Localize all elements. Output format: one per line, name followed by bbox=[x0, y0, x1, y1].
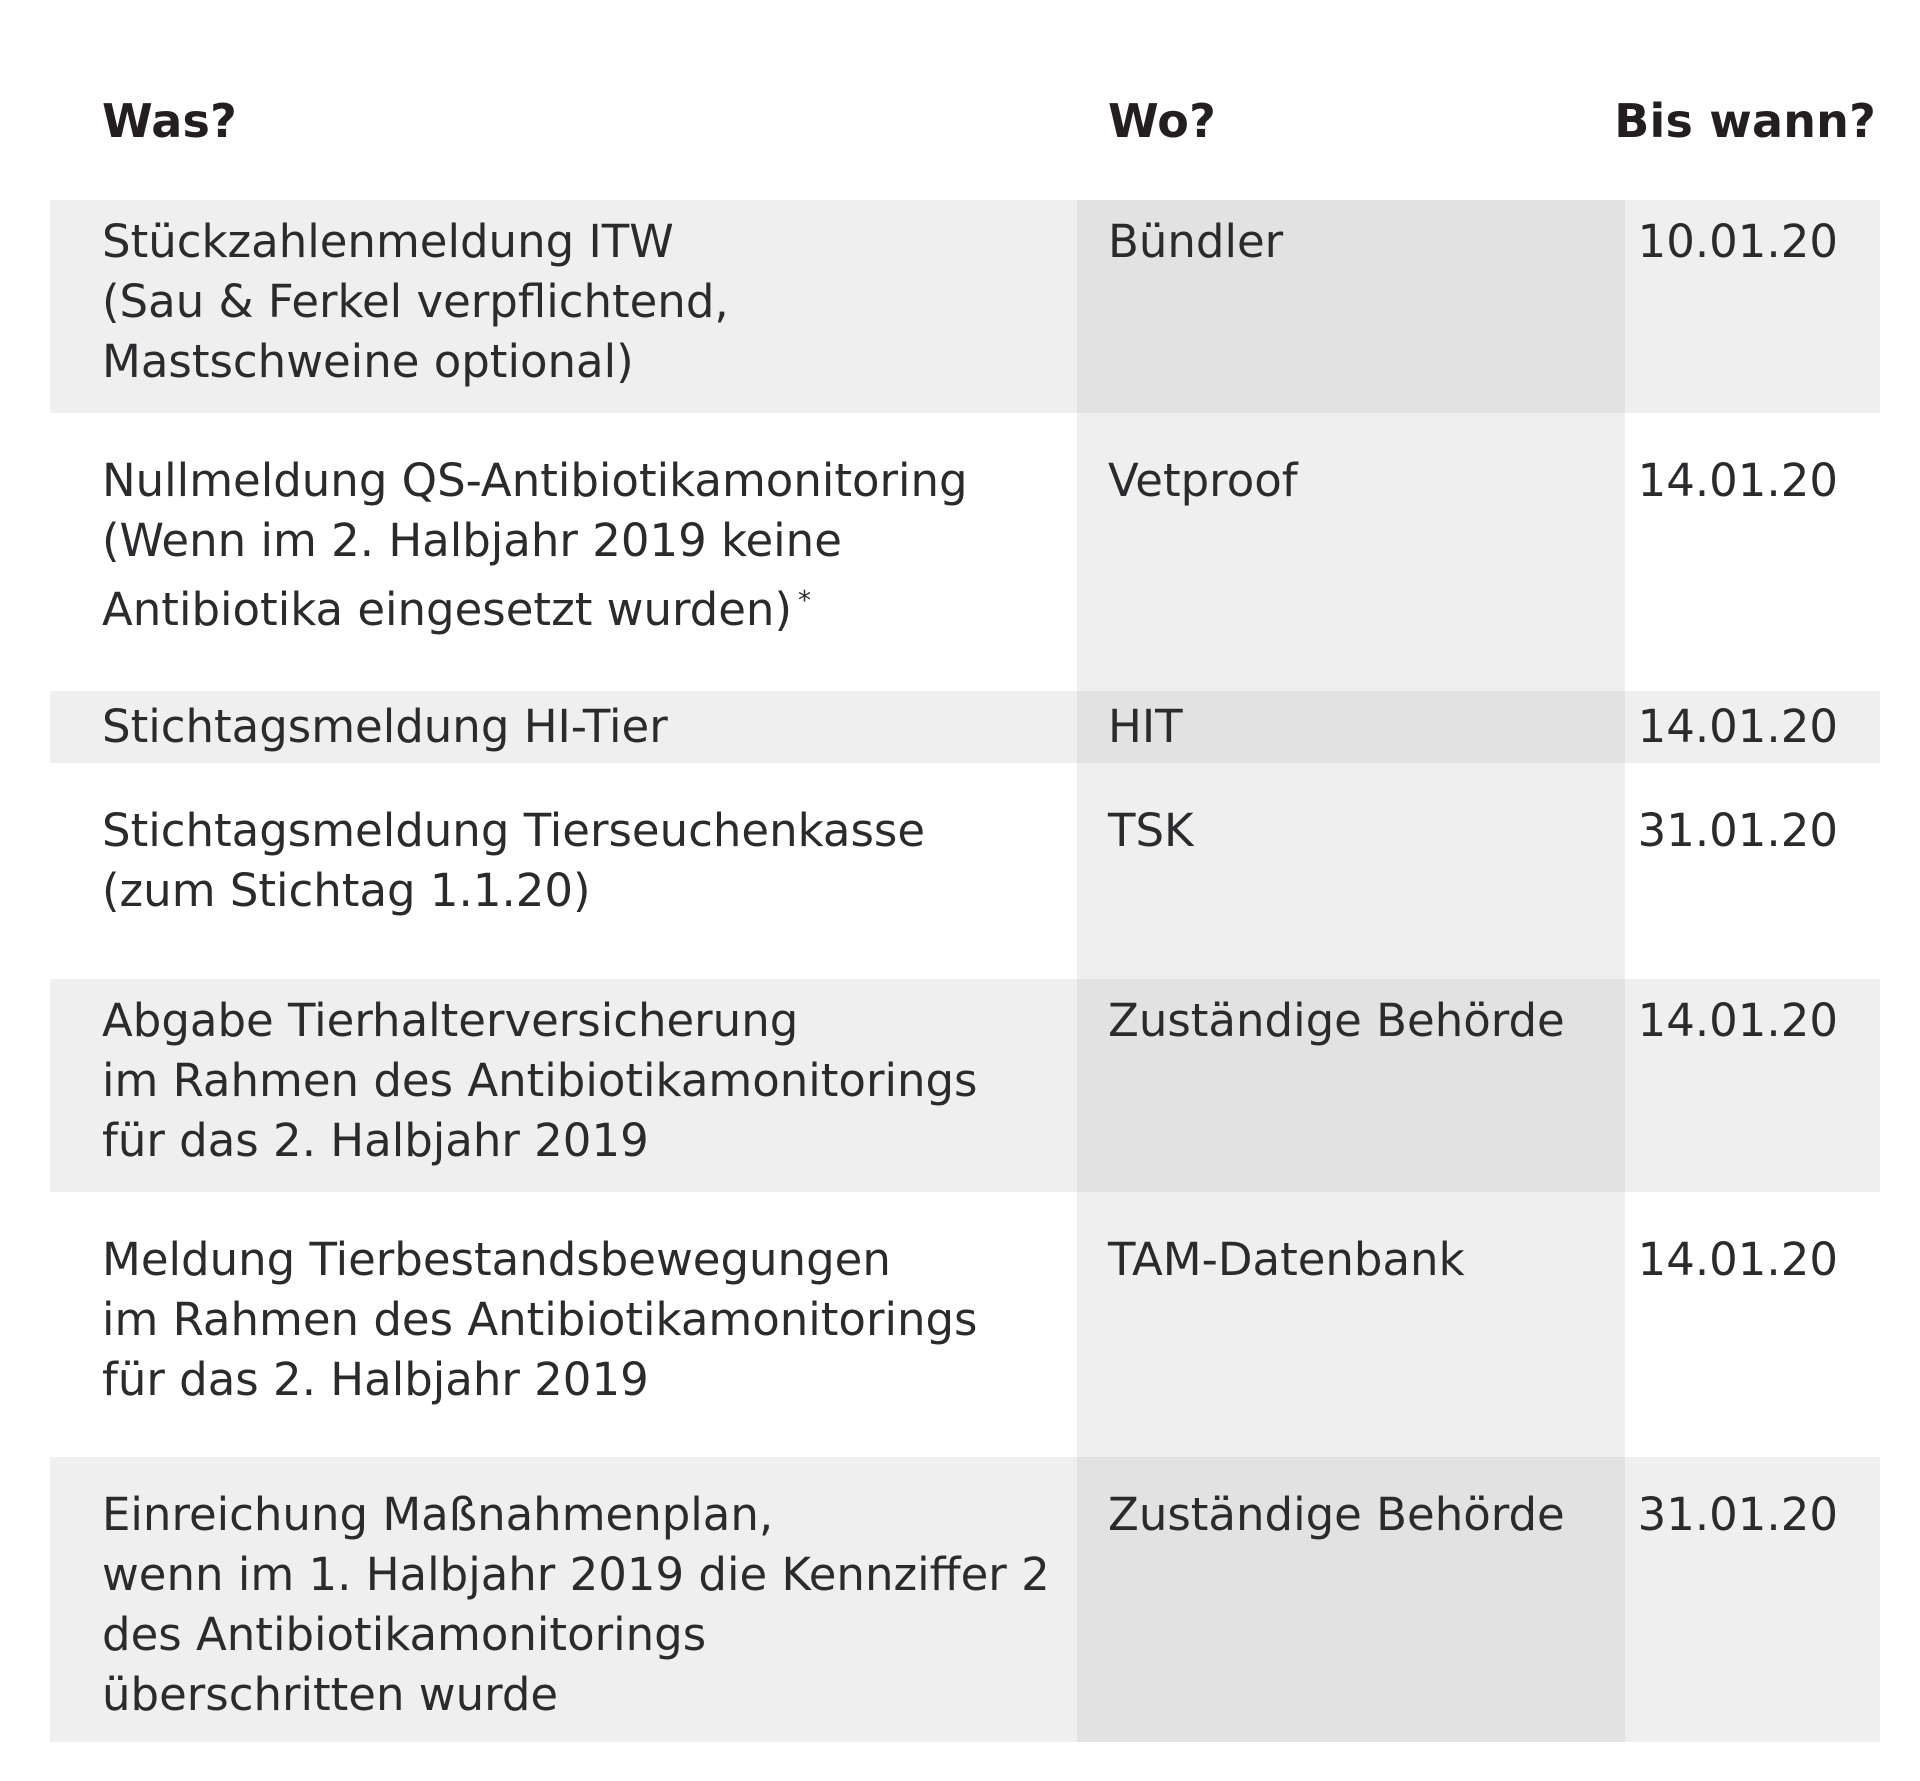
was-line: Meldung Tierbestandsbewegungen bbox=[102, 1233, 891, 1286]
was-line bbox=[102, 571, 968, 640]
was-line: für das 2. Halbjahr 2019 bbox=[102, 1114, 649, 1167]
wo-column-background bbox=[1077, 763, 1625, 979]
cell-wo: Vetproof bbox=[1108, 454, 1298, 507]
was-line: (Wenn im 2. Halbjahr 2019 keine bbox=[102, 514, 842, 567]
cell-wo: TAM-Datenbank bbox=[1108, 1233, 1465, 1286]
was-line: Nullmeldung QS-Antibiotikamonitoring bbox=[102, 454, 968, 507]
cell-was bbox=[102, 991, 978, 1171]
cell-was bbox=[102, 451, 968, 640]
cell-bis-wann: 31.01.20 bbox=[1637, 1488, 1838, 1541]
was-line: des Antibiotikamonitorings bbox=[102, 1608, 707, 1661]
table-row bbox=[50, 763, 1880, 979]
footnote-marker: * bbox=[798, 586, 812, 616]
was-line: Einreichung Maßnahmenplan, bbox=[102, 1488, 774, 1541]
table-row bbox=[50, 1457, 1880, 1742]
cell-was bbox=[102, 1230, 978, 1410]
cell-bis-wann: 14.01.20 bbox=[1637, 700, 1838, 753]
was-line: im Rahmen des Antibiotikamonitorings bbox=[102, 1293, 978, 1346]
header-wo: Wo? bbox=[1108, 94, 1216, 148]
was-line: Mastschweine optional) bbox=[102, 335, 634, 388]
was-line: wenn im 1. Halbjahr 2019 die Kennziffer 2 bbox=[102, 1548, 1050, 1601]
was-line: (zum Stichtag 1.1.20) bbox=[102, 864, 591, 917]
deadline-table bbox=[50, 0, 1880, 1742]
was-line: Stichtagsmeldung Tierseuchenkasse bbox=[102, 804, 926, 857]
cell-wo: TSK bbox=[1108, 804, 1194, 857]
cell-wo: Bündler bbox=[1108, 215, 1284, 268]
table-row bbox=[50, 413, 1880, 691]
was-line: für das 2. Halbjahr 2019 bbox=[102, 1353, 649, 1406]
cell-was bbox=[102, 1485, 1050, 1725]
was-line: Abgabe Tierhalterversicherung bbox=[102, 994, 799, 1047]
was-line: überschritten wurde bbox=[102, 1668, 559, 1721]
cell-wo: HIT bbox=[1108, 700, 1183, 753]
was-line: Stichtagsmeldung HI-Tier bbox=[102, 700, 668, 753]
cell-bis-wann: 14.01.20 bbox=[1637, 994, 1838, 1047]
table-row bbox=[50, 200, 1880, 413]
cell-was bbox=[102, 212, 729, 392]
header-was: Was? bbox=[102, 94, 238, 148]
was-line: im Rahmen des Antibiotikamonitorings bbox=[102, 1054, 978, 1107]
cell-bis-wann: 31.01.20 bbox=[1637, 804, 1838, 857]
table-row bbox=[50, 979, 1880, 1192]
header-bis-wann: Bis wann? bbox=[1614, 94, 1876, 148]
table-row bbox=[50, 691, 1880, 763]
cell-was bbox=[102, 801, 925, 921]
cell-wo: Zuständige Behörde bbox=[1108, 994, 1565, 1047]
was-line: Stückzahlenmeldung ITW bbox=[102, 215, 674, 268]
cell-bis-wann: 14.01.20 bbox=[1637, 454, 1838, 507]
cell-bis-wann: 10.01.20 bbox=[1637, 215, 1838, 268]
cell-bis-wann: 14.01.20 bbox=[1637, 1233, 1838, 1286]
cell-was bbox=[102, 697, 668, 757]
table-row bbox=[50, 1192, 1880, 1457]
was-line: (Sau & Ferkel verpflichtend, bbox=[102, 275, 729, 328]
cell-wo: Zuständige Behörde bbox=[1108, 1488, 1565, 1541]
was-line-text: Antibiotika eingesetzt wurden) bbox=[102, 583, 793, 636]
table-header bbox=[50, 0, 1880, 200]
